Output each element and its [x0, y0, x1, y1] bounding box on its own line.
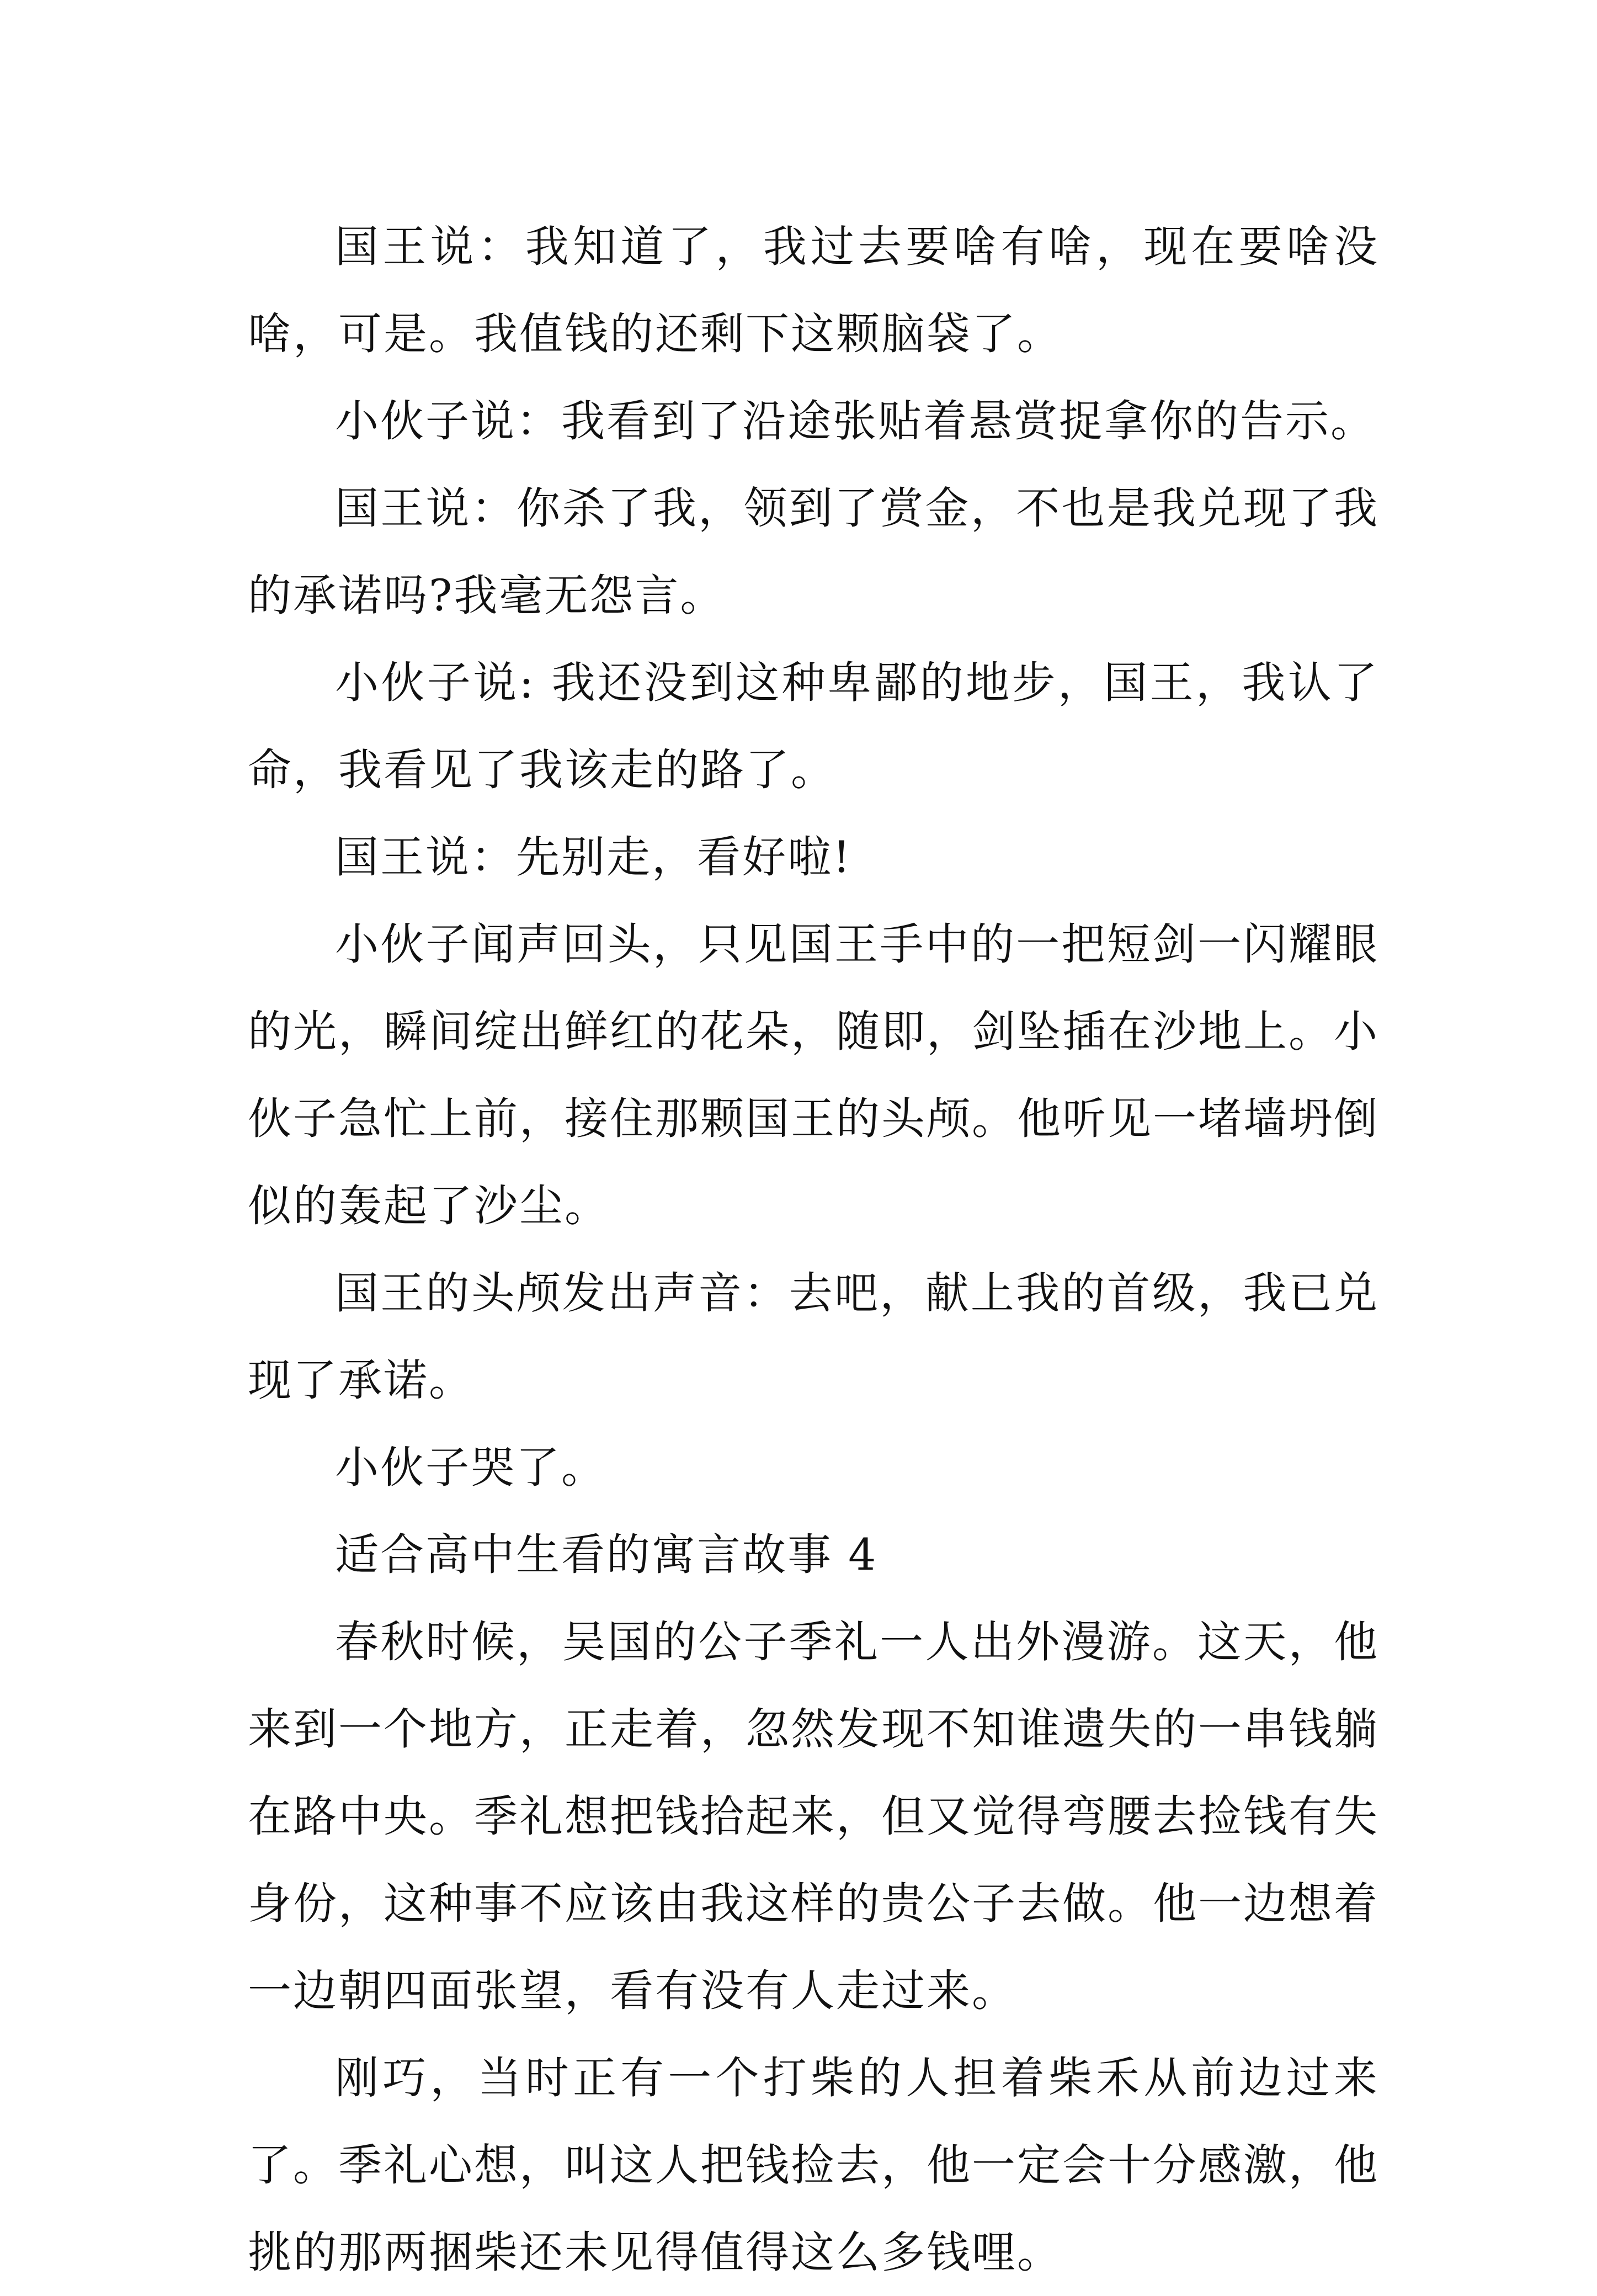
paragraph-sword-flash: 小伙子闻声回头，只见国王手中的一把短剑一闪耀眼的光，瞬间绽出鲜红的花朵，随即，剑坠插在沙地上。小伙子急忙上前，接住那颗国王的头颅。他听见一堵墙坍倒似的轰起了沙尘。 — [248, 919, 1379, 1231]
paragraph-woodcutter: 刚巧，当时正有一个打柴的人担着柴禾从前边过来了。季礼心想，叫这人把钱捡去，他一定会十分感激，他挑的那两捆柴还未见得值得这么多钱哩。 — [248, 2053, 1379, 2278]
paragraph-king-wait: 国王说：先别走，看好啦! — [335, 832, 852, 883]
paragraph-king-head-speaks: 国王的头颅发出声音：去吧，献上我的首级，我已兑现了承诺。 — [248, 1268, 1379, 1406]
section-heading: 适合高中生看的寓言故事 4 — [335, 1529, 878, 1580]
paragraph-king-promise: 国王说：你杀了我，领到了赏金，不也是我兑现了我的承诺吗?我毫无怨言。 — [248, 483, 1379, 621]
paragraph-jili-story: 春秋时候，吴国的公子季礼一人出外漫游。这天，他来到一个地方，正走着，忽然发现不知谁遗失的一串钱躺在路中央。季礼想把钱拾起来，但又觉得弯腰去捡钱有失身份，这种事不应该由我这样的贵公子去做。他一边想着一边朝四面张望，看有没有人走过来。 — [248, 1617, 1379, 2016]
paragraph-youth-accepts-fate: 小伙子说: 我还没到这种卑鄙的地步，国王，我认了命，我看见了我该走的路了。 — [248, 657, 1379, 795]
document-body — [248, 203, 1379, 2296]
paragraph-king-says-head: 国王说：我知道了，我过去要啥有啥，现在要啥没啥，可是。我值钱的还剩下这颗脑袋了。 — [248, 221, 1379, 359]
paragraph-youth-cried: 小伙子哭了。 — [335, 1442, 606, 1493]
paragraph-youth-saw-notice: 小伙子说：我看到了沿途张贴着悬赏捉拿你的告示。 — [335, 396, 1376, 447]
